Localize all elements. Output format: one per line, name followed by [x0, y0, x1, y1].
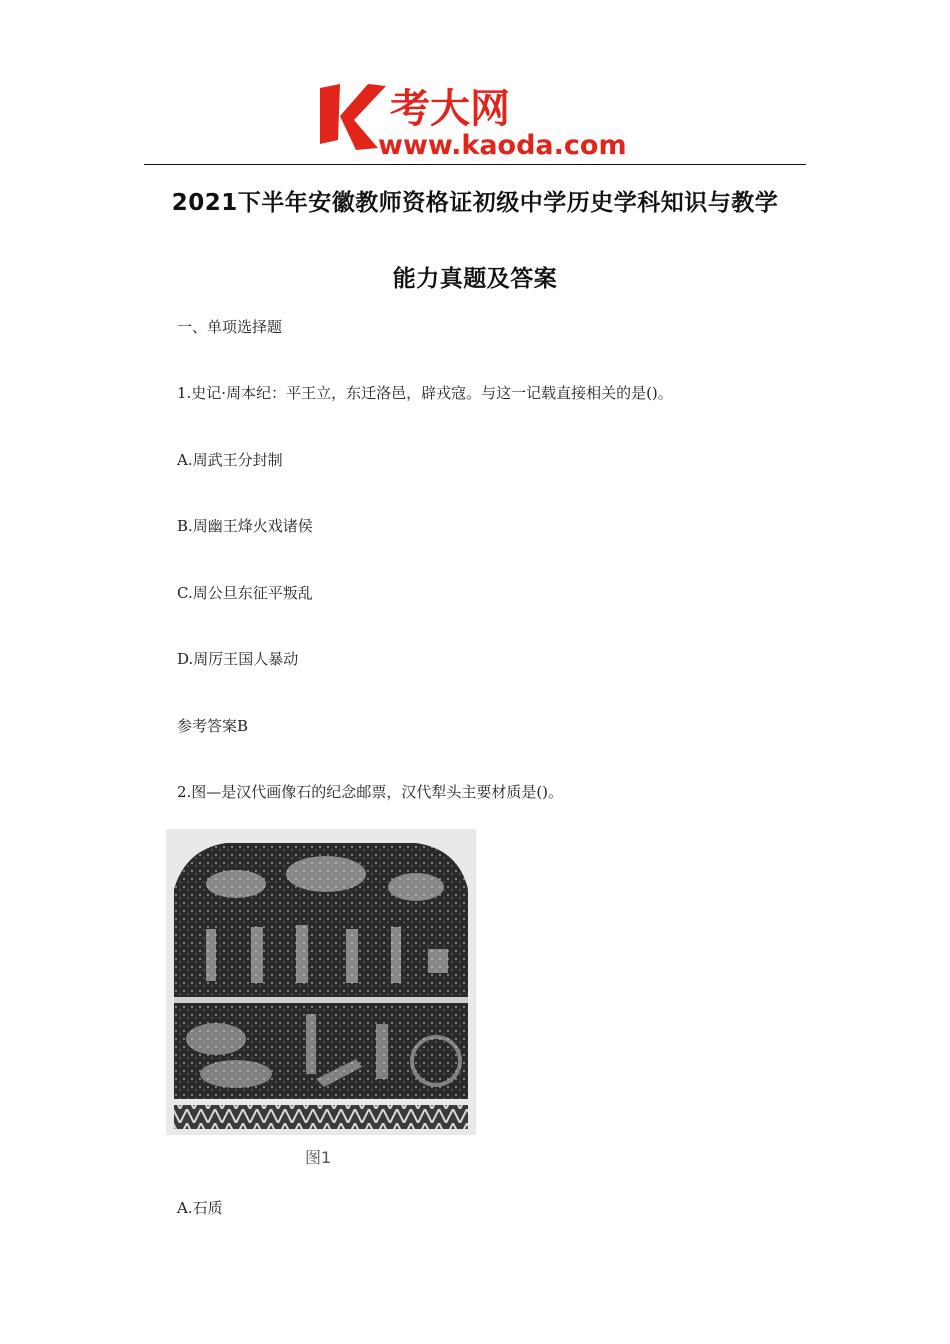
logo-brand-text: 考大网 — [390, 86, 510, 132]
q1-option-a: A.周武王分封制 — [177, 451, 283, 469]
kaoda-logo — [316, 78, 646, 162]
doc-title-line2: 能力真题及答案 — [392, 266, 558, 292]
doc-title-line1: 2021下半年安徽教师资格证初级中学历史学科知识与教学 — [171, 190, 779, 216]
q1-option-b: B.周幽王烽火戏诸侯 — [177, 517, 313, 535]
figure-caption: 图1 — [305, 1148, 332, 1167]
logo-url-text: www.kaoda.com — [378, 130, 627, 161]
q1-option-d: D.周厉王国人暴动 — [177, 650, 299, 668]
q1-answer: 参考答案B — [177, 717, 249, 735]
section-heading: 一、单项选择题 — [177, 318, 283, 336]
q1-option-c: C.周公旦东征平叛乱 — [177, 584, 313, 602]
q2-stem: 2.图—是汉代画像石的纪念邮票，汉代犁头主要材质是()。 — [177, 783, 564, 801]
logo-k-mark — [320, 84, 386, 150]
q1-stem: 1.史记·周本纪：平王立，东迁洛邑，辟戎寇。与这一记载直接相关的是()。 — [177, 384, 673, 402]
header-rule — [144, 164, 806, 165]
han-stone-relief-image — [166, 829, 476, 1135]
q2-option-a: A.石质 — [177, 1199, 223, 1217]
